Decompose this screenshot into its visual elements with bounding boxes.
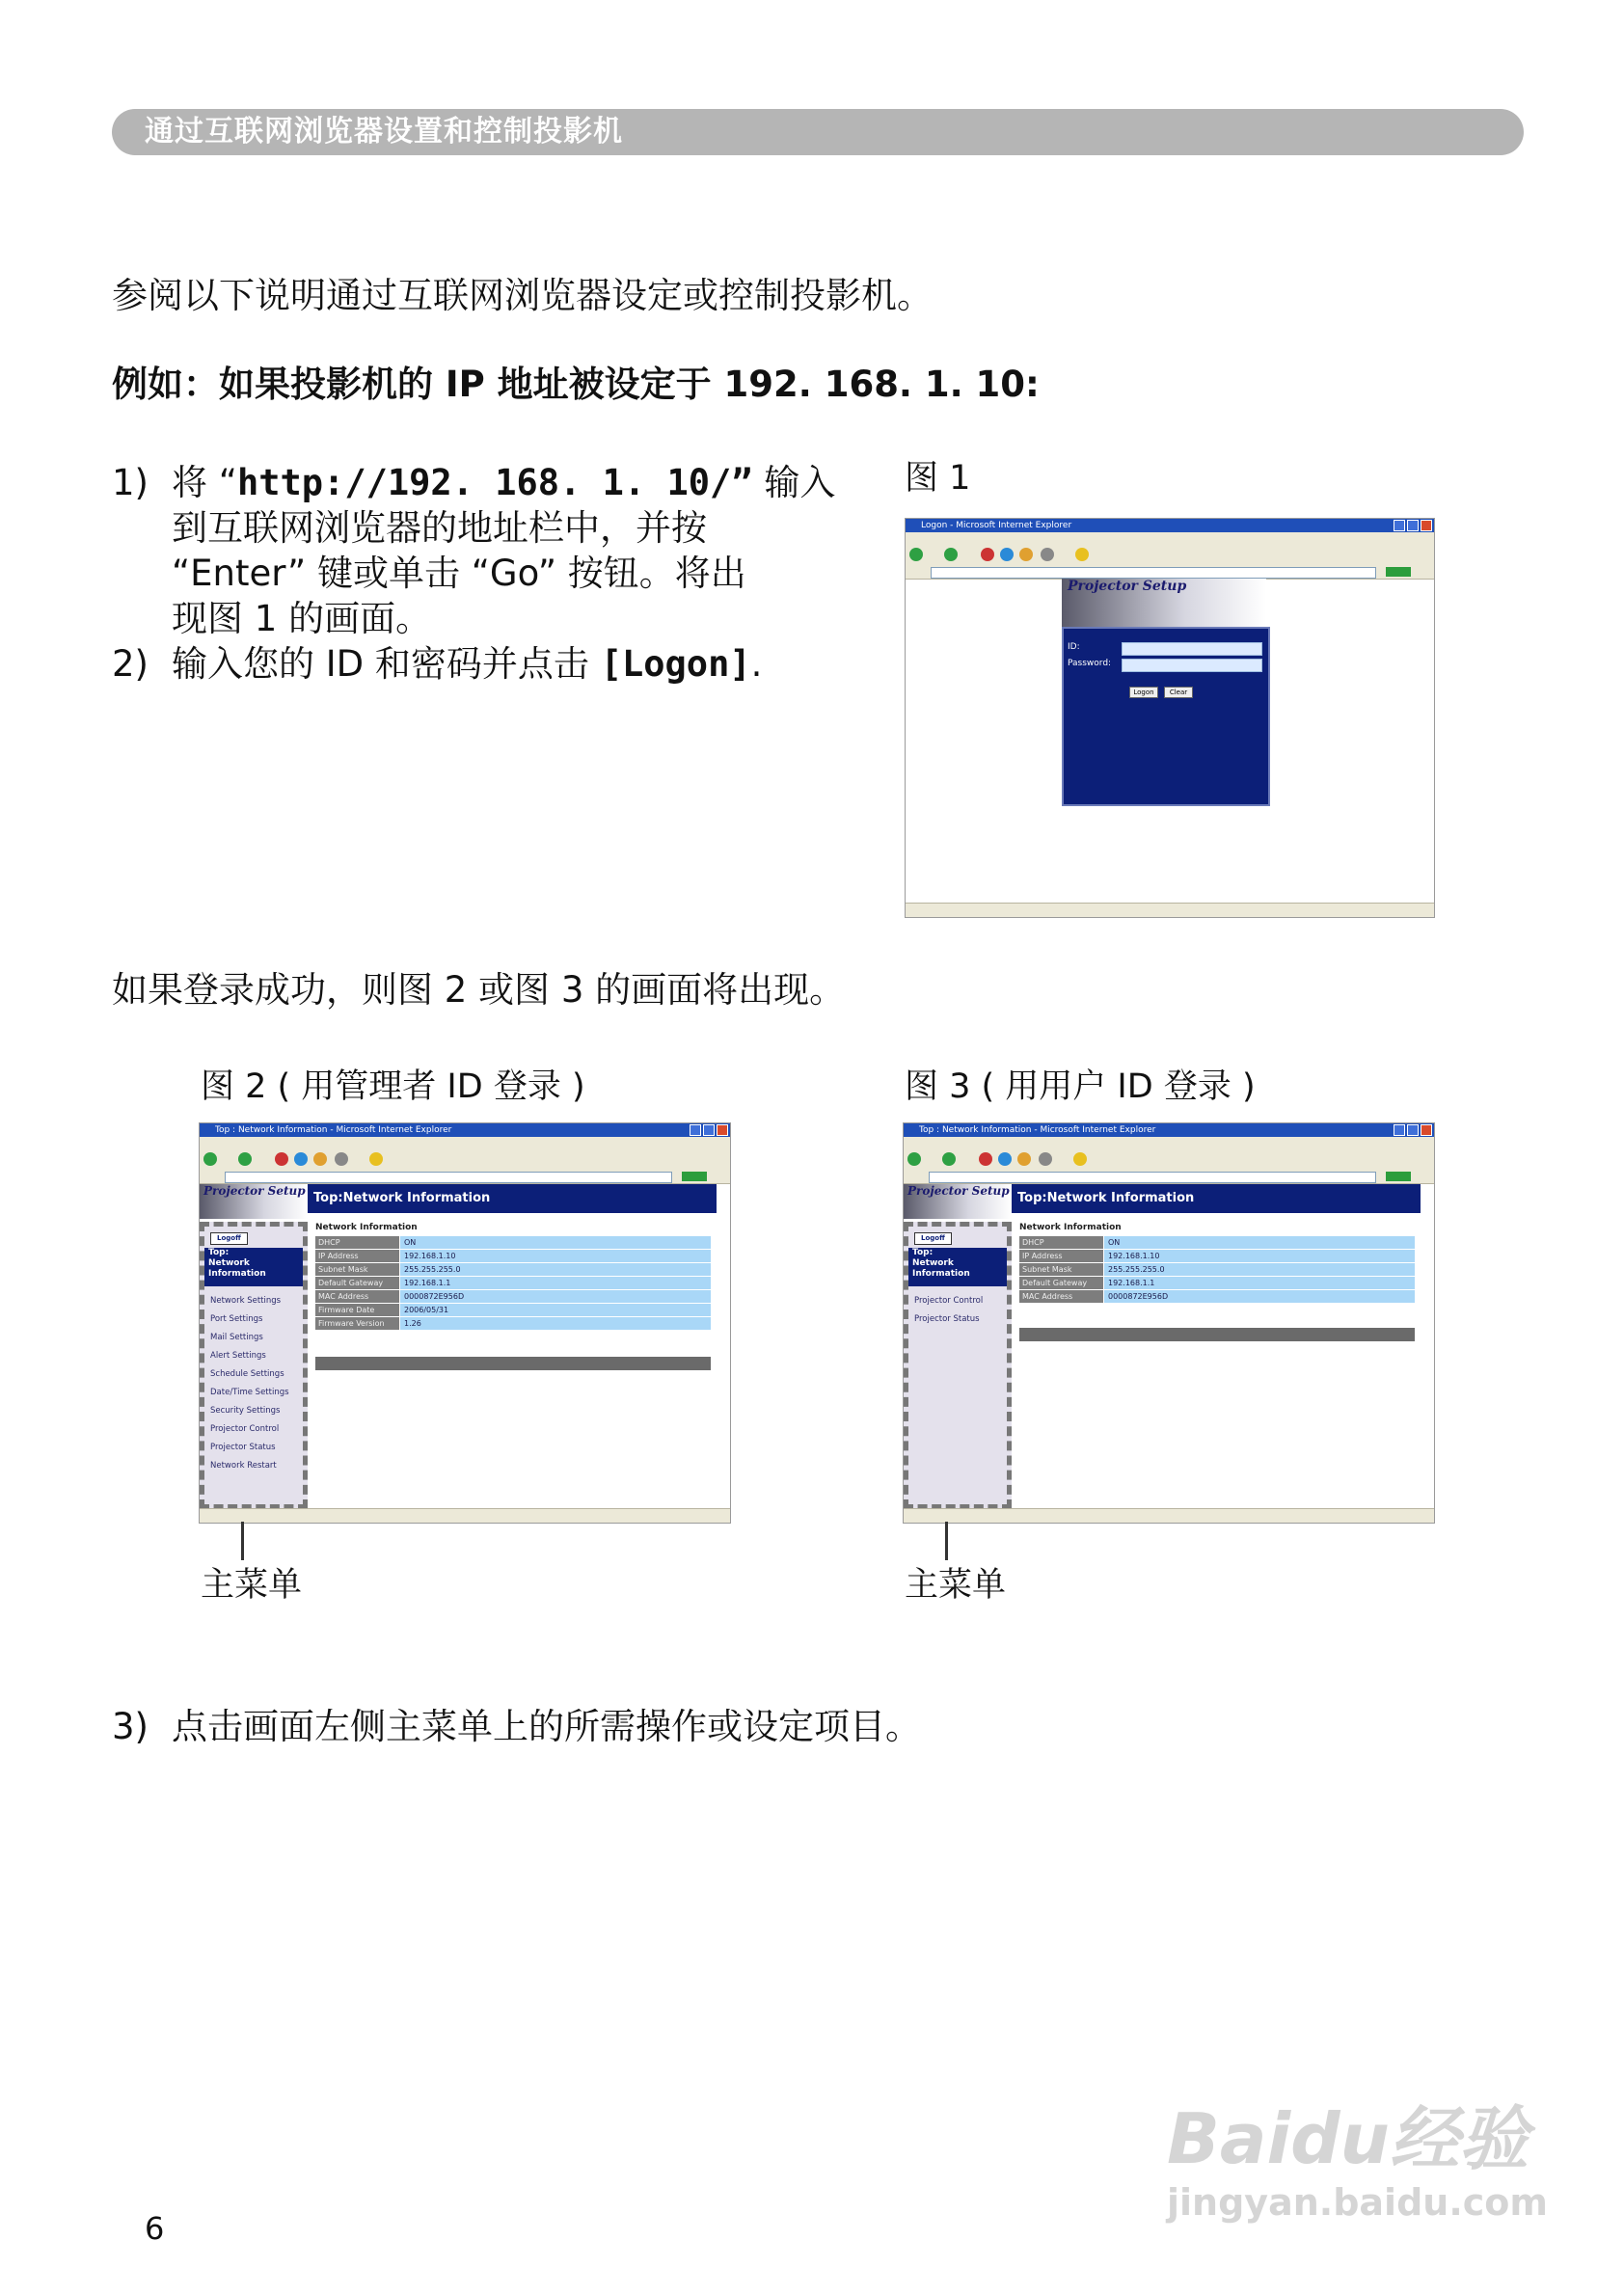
refresh-icon[interactable] [294, 1152, 308, 1166]
clear-button[interactable]: Clear [1164, 687, 1193, 698]
fig2-go-button[interactable] [682, 1172, 707, 1181]
fig2-logo: Projector Setup [203, 1184, 306, 1198]
step2-main: 输入您的 ID 和密码并点击 [172, 643, 601, 685]
step1-url: http://192. 168. 1. 10/” [236, 462, 753, 503]
row-value: 1.26 [400, 1317, 711, 1330]
row-value: 192.168.1.10 [400, 1250, 711, 1262]
search-icon[interactable] [1039, 1152, 1052, 1166]
favorites-icon[interactable] [369, 1152, 383, 1166]
forward-icon[interactable] [944, 548, 958, 561]
fig3-window-controls [1394, 1124, 1432, 1136]
step1-line4: 现图 1 的画面。 [172, 598, 432, 639]
fig2-menu-pointer [241, 1522, 244, 1560]
close-icon[interactable] [717, 1124, 728, 1136]
watermark-url: jingyan.baidu.com [1167, 2181, 1548, 2224]
password-label: Password: [1068, 659, 1112, 668]
row-value: 0000872E956D [1104, 1290, 1415, 1303]
stop-icon[interactable] [981, 548, 994, 561]
fig2-logoff-button[interactable]: Logoff [210, 1232, 248, 1245]
fig3-main-menu [904, 1222, 1012, 1509]
fig3-logo: Projector Setup [907, 1184, 1010, 1198]
search-icon[interactable] [335, 1152, 348, 1166]
success-text: 如果登录成功，则图 2 或图 3 的画面将出现。 [112, 969, 846, 1011]
fig1-window-title: Logon - Microsoft Internet Explorer [906, 519, 1434, 532]
minimize-icon[interactable] [1394, 1124, 1405, 1136]
id-label: ID: [1068, 642, 1080, 652]
back-icon[interactable] [909, 548, 923, 561]
id-input[interactable] [1122, 642, 1262, 656]
fig2-section-title: Network Information [315, 1223, 418, 1232]
stop-icon[interactable] [979, 1152, 992, 1166]
fig2-menubar [200, 1137, 730, 1148]
fig1-login-panel [1062, 627, 1270, 806]
row-key: Default Gateway [1019, 1277, 1103, 1289]
row-value: ON [1104, 1236, 1415, 1249]
fig2-toolbar [200, 1148, 730, 1171]
home-icon[interactable] [1017, 1152, 1031, 1166]
row-key: MAC Address [1019, 1290, 1103, 1303]
maximize-icon[interactable] [1407, 520, 1419, 531]
row-value: ON [400, 1236, 711, 1249]
fig2-statusbar [200, 1508, 730, 1523]
fig2-addressbar [200, 1170, 730, 1184]
fig1-go-button[interactable] [1386, 567, 1411, 577]
row-value: 2006/05/31 [400, 1304, 711, 1316]
favorites-icon[interactable] [1073, 1152, 1087, 1166]
nav-item-projector-status[interactable]: Projector Status [210, 1443, 276, 1452]
table-row [1019, 1290, 1415, 1304]
step1-line3: “Enter” 键或单击 “Go” 按钮。将出 [172, 553, 746, 594]
row-key: MAC Address [315, 1290, 399, 1303]
fig3-statusbar [904, 1508, 1434, 1523]
table-row [1019, 1250, 1415, 1263]
row-value: 0000872E956D [400, 1290, 711, 1303]
table-row [1019, 1236, 1415, 1250]
fig3-window-title: Top : Network Information - Microsoft Internet Explorer [904, 1123, 1434, 1137]
minimize-icon[interactable] [1394, 520, 1405, 531]
table-row [1019, 1277, 1415, 1290]
nav-item-network-restart[interactable]: Network Restart [210, 1461, 277, 1471]
fig3-go-button[interactable] [1386, 1172, 1411, 1181]
row-key: Subnet Mask [315, 1263, 399, 1276]
step3-text: 点击画面左侧主菜单上的所需操作或设定项目。 [172, 1706, 921, 1747]
nav-item-security-settings[interactable]: Security Settings [210, 1406, 281, 1416]
fig3-screenshot [903, 1122, 1435, 1524]
step1-pre: 将 “ [172, 462, 237, 503]
fig1-caption: 图 1 [905, 459, 971, 498]
back-icon[interactable] [907, 1152, 921, 1166]
fig1-address-field[interactable] [931, 567, 1376, 579]
home-icon[interactable] [1019, 548, 1033, 561]
table-row [315, 1250, 711, 1263]
step1-number: 1) [112, 462, 149, 503]
fig1-logo: Projector Setup [1068, 579, 1187, 594]
fig2-gray-bar [315, 1357, 711, 1370]
row-value: 192.168.1.1 [1104, 1277, 1415, 1289]
fig3-addressbar [904, 1170, 1434, 1184]
fig1-window-controls [1394, 520, 1432, 531]
fig2-nav-current[interactable]: Top: Network Information [204, 1248, 303, 1286]
step2-number: 2) [112, 643, 149, 685]
row-key: DHCP [315, 1236, 399, 1249]
forward-icon[interactable] [238, 1152, 252, 1166]
page-number: 6 [145, 2210, 165, 2247]
row-key: Default Gateway [315, 1277, 399, 1289]
fig1-screenshot [905, 518, 1435, 918]
fig3-menubar [904, 1137, 1434, 1148]
forward-icon[interactable] [942, 1152, 956, 1166]
nav-item-projector-control[interactable]: Projector Control [210, 1424, 280, 1434]
intro-text: 参阅以下说明通过互联网浏览器设定或控制投影机。 [112, 275, 933, 316]
example-heading: 例如：如果投影机的 IP 地址被设定于 192. 168. 1. 10: [112, 364, 1040, 405]
step1-line2: 到互联网浏览器的地址栏中，并按 [172, 507, 707, 549]
nav-item-schedule-settings[interactable]: Schedule Settings [210, 1369, 284, 1379]
fig2-screenshot [199, 1122, 731, 1524]
close-icon[interactable] [1421, 1124, 1432, 1136]
fig3-section-title: Network Information [1019, 1223, 1122, 1232]
fig2-window-title: Top : Network Information - Microsoft Internet Explorer [200, 1123, 730, 1137]
fig3-logoff-button[interactable]: Logoff [914, 1232, 952, 1245]
step2-end: . [750, 643, 763, 685]
table-row [315, 1290, 711, 1304]
search-icon[interactable] [1041, 548, 1054, 561]
header-title: 通过互联网浏览器设置和控制投影机 [145, 115, 623, 148]
favorites-icon[interactable] [1075, 548, 1089, 561]
table-row [315, 1277, 711, 1290]
fig1-menubar [906, 532, 1434, 544]
row-value: 192.168.1.1 [400, 1277, 711, 1289]
row-key: Firmware Version [315, 1317, 399, 1330]
row-key: Subnet Mask [1019, 1263, 1103, 1276]
fig3-toolbar [904, 1148, 1434, 1171]
row-value: 192.168.1.10 [1104, 1250, 1415, 1262]
row-value: 255.255.255.0 [1104, 1263, 1415, 1276]
nav-item-network-settings[interactable]: Network Settings [210, 1296, 282, 1306]
watermark-brand: Baidu经验 [1167, 2098, 1529, 2179]
fig2-window-controls [690, 1124, 728, 1136]
fig2-main-menu [200, 1222, 308, 1509]
step1-post: 输入 [752, 462, 836, 503]
row-key: Firmware Date [315, 1304, 399, 1316]
fig3-gray-bar [1019, 1328, 1415, 1341]
fig2-address-field[interactable] [225, 1172, 672, 1183]
fig1-statusbar [906, 903, 1434, 917]
fig3-page-head: Top:Network Information [1012, 1184, 1421, 1213]
stop-icon[interactable] [275, 1152, 288, 1166]
nav-item-projector-status[interactable]: Projector Status [914, 1314, 980, 1324]
home-icon[interactable] [313, 1152, 327, 1166]
fig3-address-field[interactable] [929, 1172, 1376, 1183]
nav-item-port-settings[interactable]: Port Settings [210, 1314, 263, 1324]
refresh-icon[interactable] [998, 1152, 1012, 1166]
step2-text [172, 641, 762, 688]
fig2-caption: 图 2 ( 用管理者 ID 登录 ) [201, 1067, 585, 1106]
logon-button[interactable]: Logon [1129, 687, 1158, 698]
maximize-icon[interactable] [703, 1124, 715, 1136]
fig1-toolbar [906, 544, 1434, 566]
fig1-addressbar [906, 565, 1434, 580]
table-row [315, 1263, 711, 1277]
maximize-icon[interactable] [1407, 1124, 1419, 1136]
close-icon[interactable] [1421, 520, 1432, 531]
row-value: 255.255.255.0 [400, 1263, 711, 1276]
table-row [1019, 1263, 1415, 1277]
table-row [315, 1304, 711, 1317]
nav-item-mail-settings[interactable]: Mail Settings [210, 1333, 263, 1342]
row-key: IP Address [315, 1250, 399, 1262]
table-row [315, 1317, 711, 1331]
row-key: IP Address [1019, 1250, 1103, 1262]
nav-item-date-time-settings[interactable]: Date/Time Settings [210, 1388, 289, 1397]
back-icon[interactable] [203, 1152, 217, 1166]
nav-item-alert-settings[interactable]: Alert Settings [210, 1351, 266, 1361]
password-input[interactable] [1122, 659, 1262, 672]
step3-number: 3) [112, 1706, 149, 1747]
step1-line1 [172, 460, 835, 506]
table-row [315, 1236, 711, 1250]
fig2-main-menu-label: 主菜单 [201, 1566, 303, 1605]
fig3-menu-pointer [945, 1522, 948, 1560]
step2-logon: [Logon] [600, 643, 751, 685]
refresh-icon[interactable] [1000, 548, 1014, 561]
fig2-page-head: Top:Network Information [308, 1184, 717, 1213]
fig3-nav-current[interactable]: Top: Network Information [908, 1248, 1007, 1286]
nav-item-projector-control[interactable]: Projector Control [914, 1296, 984, 1306]
fig3-main-menu-label: 主菜单 [905, 1566, 1007, 1605]
row-key: DHCP [1019, 1236, 1103, 1249]
minimize-icon[interactable] [690, 1124, 701, 1136]
fig3-caption: 图 3 ( 用用户 ID 登录 ) [905, 1067, 1256, 1106]
